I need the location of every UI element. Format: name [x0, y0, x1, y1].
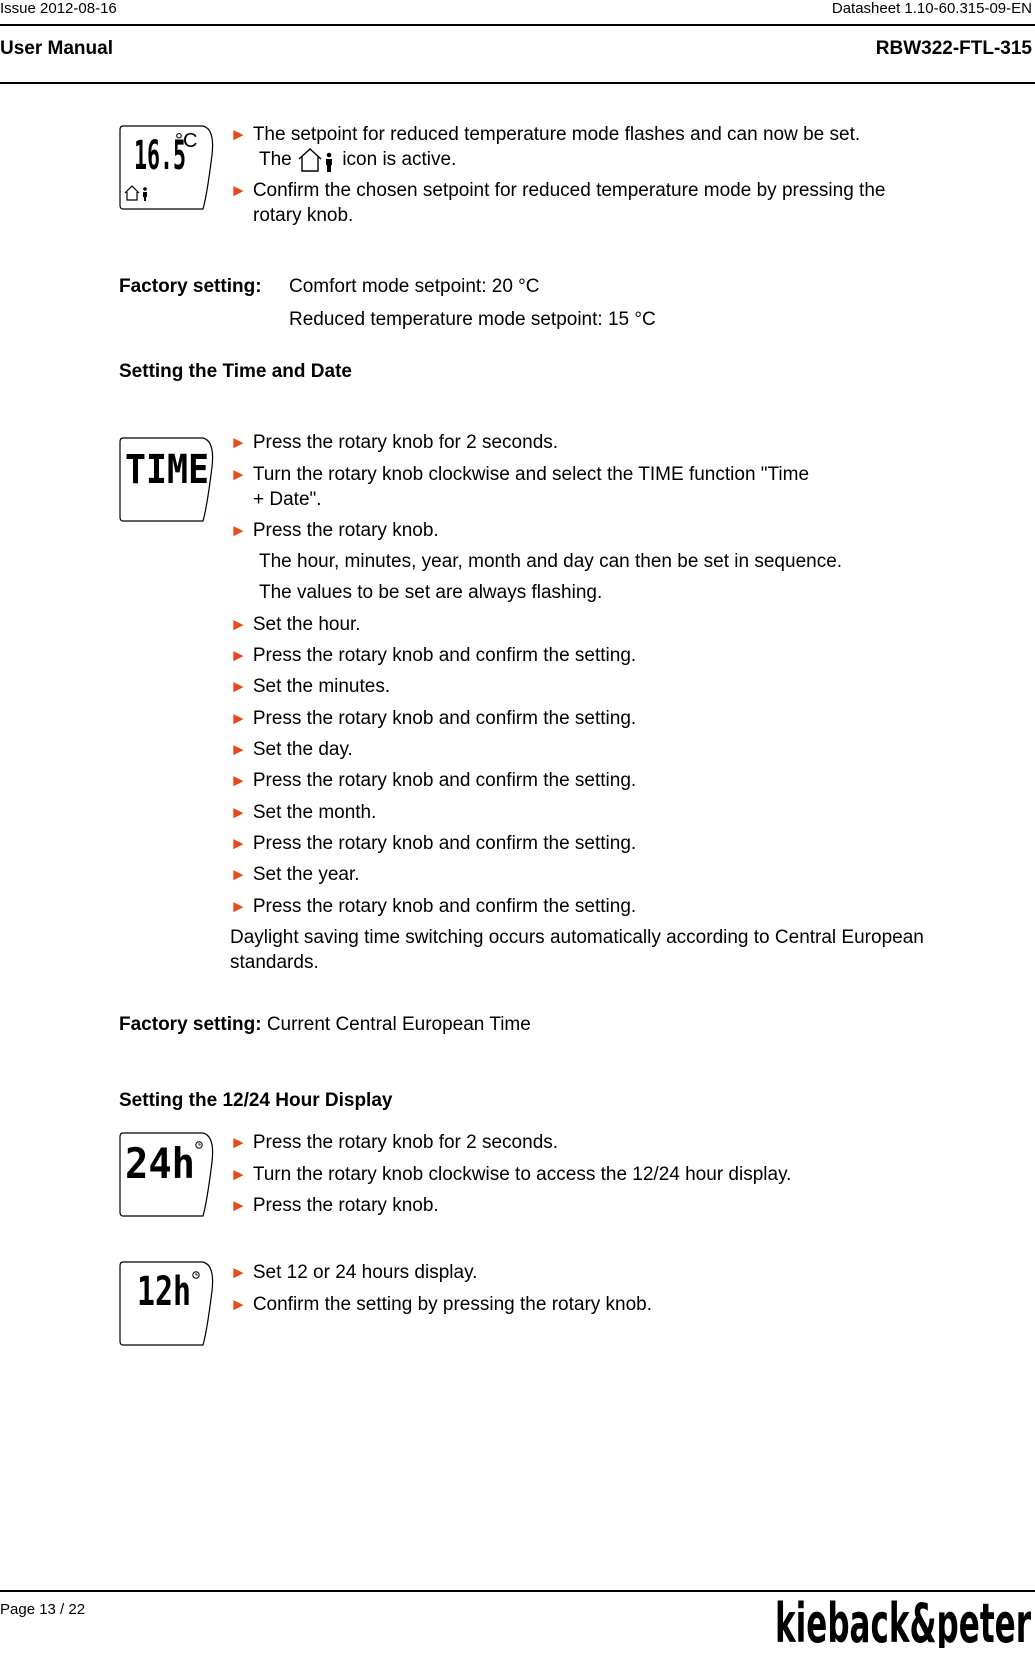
dst-note-line-1: Daylight saving time switching occurs automatically according to Central European — [230, 927, 924, 948]
factory-comfort-setpoint: Comfort mode setpoint: 20 °C — [289, 276, 540, 297]
factory-setting-time: Factory setting: Current Central European Time — [119, 1014, 531, 1035]
footer-rule — [0, 1590, 1035, 1592]
time-step-5: ► Press the rotary knob and confirm the setting. — [230, 645, 637, 666]
hour-step-4: ► Set 12 or 24 hours display. — [230, 1262, 478, 1283]
house-person-icon — [125, 186, 147, 201]
reduced-step-2: ► Confirm the chosen setpoint for reduced temperature mode by pressing the — [230, 180, 886, 201]
time-info-1: The hour, minutes, year, month and day can then be set in sequence. — [259, 551, 843, 572]
arrow-right-icon: ► — [230, 646, 247, 665]
hour-step-5: ► Confirm the setting by pressing the rotary knob. — [230, 1294, 653, 1315]
arrow-right-icon: ► — [230, 1133, 247, 1152]
arrow-right-icon: ► — [230, 803, 247, 822]
time-step-11: ► Press the rotary knob and confirm the setting. — [230, 833, 637, 854]
time-step-12: ► Set the year. — [230, 864, 360, 885]
lcd-digits: 16.5 — [134, 133, 186, 179]
time-info-2: The values to be set are always flashing. — [259, 582, 603, 603]
page-number: Page 13 / 22 — [0, 1601, 86, 1618]
time-step-13: ► Press the rotary knob and confirm the setting. — [230, 896, 637, 917]
lcd-digits: 24h — [125, 1139, 195, 1188]
model-number: RBW322-FTL-315 — [875, 38, 1032, 59]
time-step-9: ► Press the rotary knob and confirm the setting. — [230, 770, 637, 791]
arrow-right-icon: ► — [230, 433, 247, 452]
reduced-step-2-cont: rotary knob. — [253, 205, 354, 226]
factory-setting-label: Factory setting: — [119, 276, 262, 297]
kieback-peter-logo — [773, 1594, 1035, 1653]
hour-step-2: ► Turn the rotary knob clockwise to access the 12/24 hour display. — [230, 1164, 792, 1185]
header-rule-top — [0, 24, 1035, 26]
clock-icon — [193, 1272, 199, 1278]
hour-step-3: ► Press the rotary knob. — [230, 1195, 439, 1216]
arrow-right-icon: ► — [230, 740, 247, 759]
reduced-step-1-cont: The icon is active. — [259, 147, 456, 173]
arrow-right-icon: ► — [230, 465, 247, 484]
reduced-step-1: ► The setpoint for reduced temperature mode flashes and can now be set. — [230, 124, 861, 145]
lcd-display-12h — [119, 1261, 219, 1345]
arrow-right-icon: ► — [230, 709, 247, 728]
arrow-right-icon: ► — [230, 1295, 247, 1314]
time-step-3: ► Press the rotary knob. — [230, 520, 439, 541]
datasheet-number: Datasheet 1.10-60.315-09-EN — [831, 0, 1032, 17]
lcd-display-time — [119, 437, 219, 521]
arrow-right-icon: ► — [230, 897, 247, 916]
issue-date: Issue 2012-08-16 — [0, 0, 117, 17]
time-step-2: ► Turn the rotary knob clockwise and select the TIME function "Time — [230, 464, 810, 485]
lcd-digits: 12h — [137, 1269, 191, 1315]
time-step-4: ► Set the hour. — [230, 614, 361, 635]
arrow-right-icon: ► — [230, 181, 247, 200]
time-step-1: ► Press the rotary knob for 2 seconds. — [230, 432, 559, 453]
factory-reduced-setpoint: Reduced temperature mode setpoint: 15 °C — [289, 309, 656, 330]
arrow-right-icon: ► — [230, 615, 247, 634]
arrow-right-icon: ► — [230, 1165, 247, 1184]
time-step-2-cont: + Date". — [253, 489, 322, 510]
arrow-right-icon: ► — [230, 1263, 247, 1282]
arrow-right-icon: ► — [230, 865, 247, 884]
time-step-6: ► Set the minutes. — [230, 676, 391, 697]
document-title: User Manual — [0, 38, 113, 59]
lcd-unit: °C — [175, 130, 198, 152]
time-step-7: ► Press the rotary knob and confirm the setting. — [230, 708, 637, 729]
arrow-right-icon: ► — [230, 771, 247, 790]
arrow-right-icon: ► — [230, 1196, 247, 1215]
section-heading-hour-display: Setting the 12/24 Hour Display — [119, 1090, 393, 1111]
time-step-8: ► Set the day. — [230, 739, 353, 760]
logo-wordmark: kieback&peter — [775, 1594, 1032, 1648]
arrow-right-icon: ► — [230, 677, 247, 696]
arrow-right-icon: ► — [230, 521, 247, 540]
dst-note-line-2: standards. — [230, 952, 319, 973]
arrow-right-icon: ► — [230, 834, 247, 853]
clock-icon — [196, 1142, 202, 1148]
time-step-10: ► Set the month. — [230, 802, 377, 823]
section-heading-time-date: Setting the Time and Date — [119, 361, 352, 382]
lcd-digits: TIME — [125, 447, 209, 493]
lcd-display-24h — [119, 1132, 219, 1216]
header-rule-bottom — [0, 82, 1035, 84]
arrow-right-icon: ► — [230, 125, 247, 144]
house-person-icon — [297, 147, 337, 173]
hour-step-1: ► Press the rotary knob for 2 seconds. — [230, 1132, 559, 1153]
lcd-display-reduced-setpoint — [119, 125, 219, 209]
